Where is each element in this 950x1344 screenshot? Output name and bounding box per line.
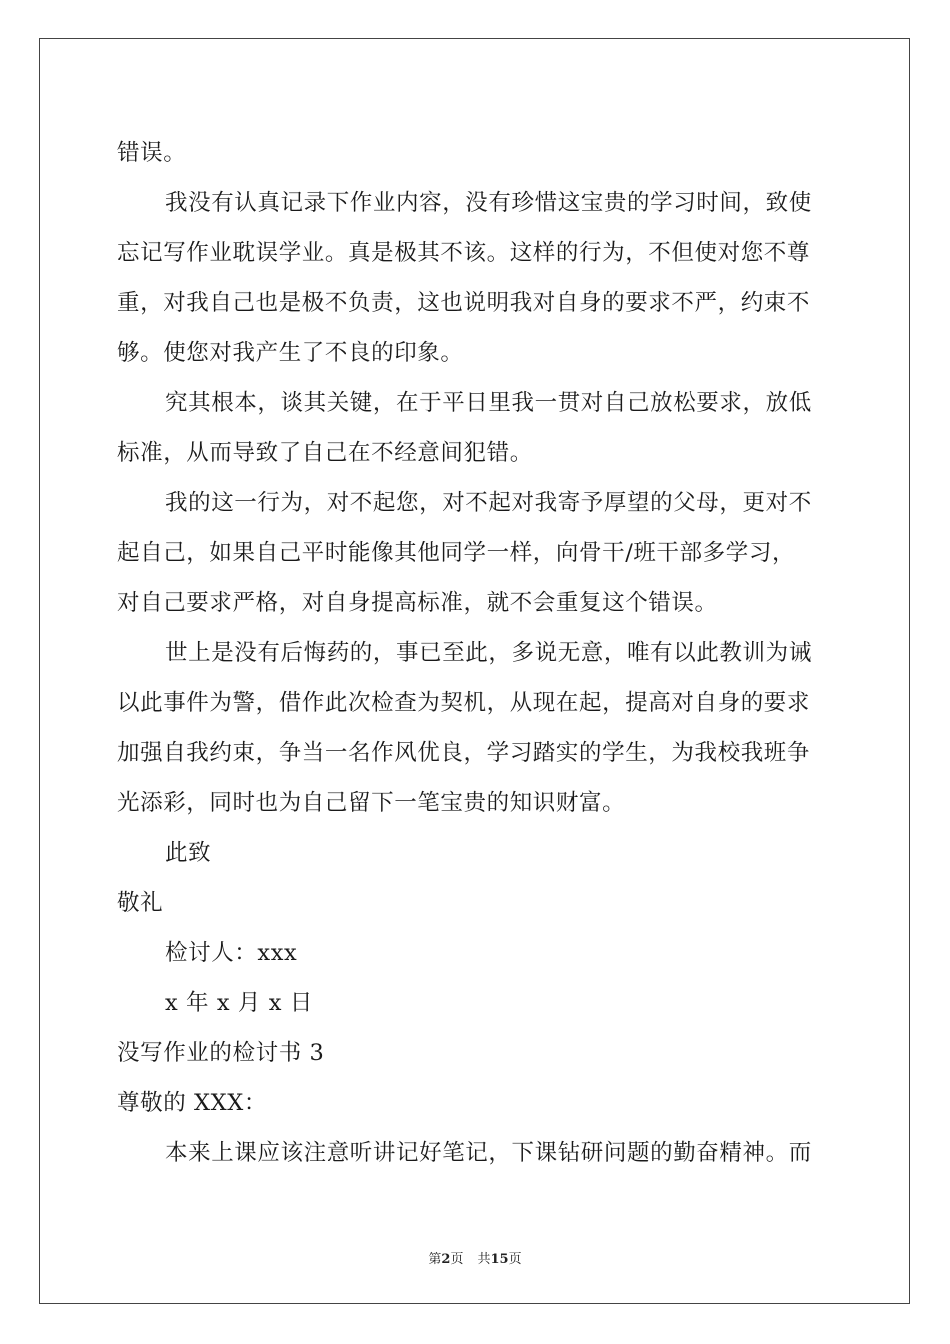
date-line: x 年 x 月 x 日 bbox=[165, 990, 313, 1016]
text-line: 我没有认真记录下作业内容，没有珍惜这宝贵的学习时间，致使 bbox=[165, 190, 812, 216]
total-pages: 15 bbox=[490, 1252, 509, 1267]
text-line: 对自己要求严格，对自身提高标准，就不会重复这个错误。 bbox=[117, 590, 718, 616]
text-line: 我的这一行为，对不起您，对不起对我寄予厚望的父母，更对不 bbox=[165, 490, 812, 516]
text-line: 加强自我约束，争当一名作风优良，学习踏实的学生，为我校我班争 bbox=[117, 740, 811, 766]
page-suffix: 页 bbox=[450, 1252, 464, 1267]
text-line: 本来上课应该注意听讲记好笔记，下课钻研问题的勤奋精神。而 bbox=[165, 1140, 812, 1166]
text-line: 错误。 bbox=[117, 140, 187, 166]
text-line: 起自己，如果自己平时能像其他同学一样，向骨干/班干部多学习， bbox=[117, 540, 796, 566]
document-body bbox=[117, 128, 833, 1178]
text-line: 世上是没有后悔药的，事已至此，多说无意，唯有以此教训为诫 bbox=[165, 640, 812, 666]
greeting-line: 尊敬的 XXX： bbox=[117, 1090, 268, 1116]
page-number: 2 bbox=[441, 1252, 451, 1267]
text-line: 忘记写作业耽误学业。真是极其不该。这样的行为，不但使对您不尊 bbox=[117, 240, 811, 266]
total-prefix: 共 bbox=[477, 1252, 491, 1267]
signature-line: 检讨人：xxx bbox=[165, 940, 298, 966]
text-line: 光添彩，同时也为自己留下一笔宝贵的知识财富。 bbox=[117, 790, 626, 816]
closing-regards: 敬礼 bbox=[117, 890, 164, 916]
text-line: 究其根本，谈其关键，在于平日里我一贯对自己放松要求，放低 bbox=[165, 390, 812, 416]
text-line: 够。使您对我产生了不良的印象。 bbox=[117, 340, 464, 366]
total-suffix: 页 bbox=[508, 1252, 522, 1267]
text-line: 以此事件为警，借作此次检查为契机，从现在起，提高对自身的要求 bbox=[117, 690, 811, 716]
closing-salutation: 此致 bbox=[165, 840, 212, 866]
text-line: 标准，从而导致了自己在不经意间犯错。 bbox=[117, 440, 533, 466]
page-footer bbox=[0, 1248, 950, 1267]
section-title: 没写作业的检讨书 3 bbox=[117, 1040, 325, 1066]
text-line: 重，对我自己也是极不负责，这也说明我对自身的要求不严，约束不 bbox=[117, 290, 811, 316]
page-prefix: 第 bbox=[428, 1252, 442, 1267]
